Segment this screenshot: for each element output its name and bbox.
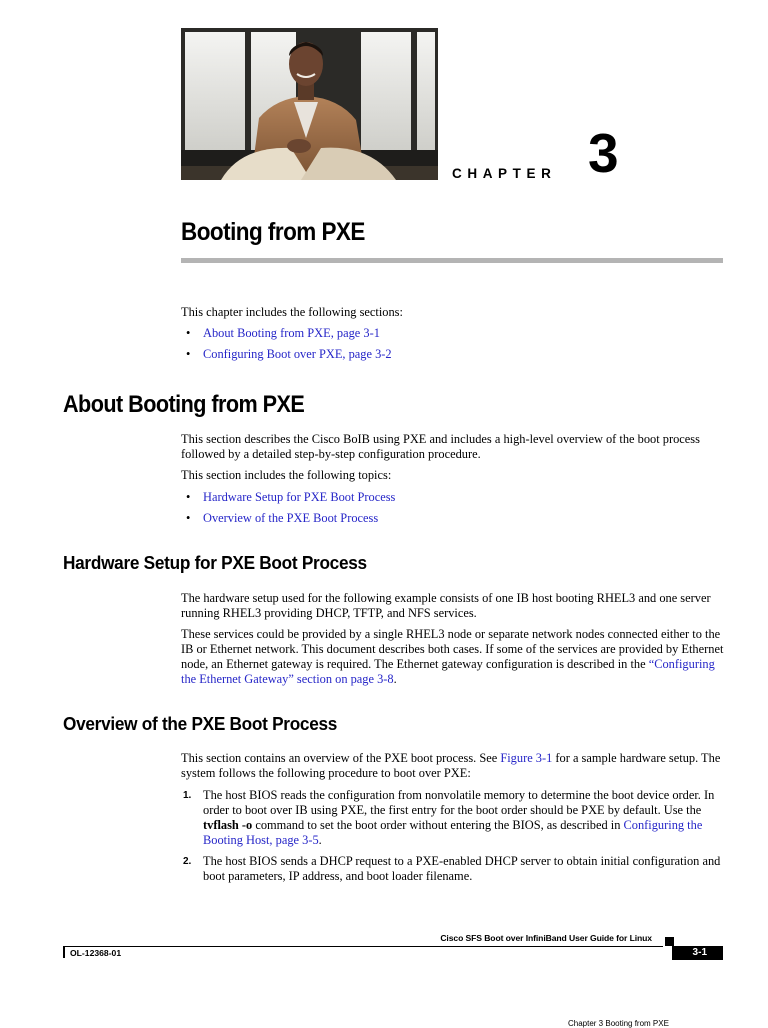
bullet-icon: •	[186, 511, 191, 525]
intro-link-list	[181, 326, 392, 368]
next-page-header: Chapter 3 Booting from PXE	[568, 1019, 669, 1028]
list-item	[181, 326, 392, 347]
footer-doc-code: OL-12368-01	[70, 948, 122, 958]
footer-guide-title: Cisco SFS Boot over InfiniBand User Guide for Linux	[440, 933, 652, 943]
about-link-list	[181, 490, 395, 532]
link-hardware-setup[interactable]: Hardware Setup for PXE Boot Process	[203, 490, 396, 504]
chapter-label: CHAPTER	[452, 166, 557, 181]
command-text: tvflash -o	[203, 818, 253, 832]
hardware-paragraph-2-text: These services could be provided by a single RHEL3 node or separate network nodes connected either to the IB or Ethernet network. This document describes both cases. If some of the services are provided by Ethernet node, an Ethernet gateway is required. The Ethernet gateway configuration is described in the	[181, 627, 724, 671]
link-configuring-booting-host[interactable]: Configuring the Booting Host, page 3-5	[203, 818, 703, 847]
list-item	[181, 347, 392, 368]
intro-text: This chapter includes the following sections:	[181, 305, 403, 319]
section-heading-about: About Booting from PXE	[63, 391, 305, 418]
overview-paragraph-1-b: for a sample hardware setup. The system follows the following procedure to boot over PXE:	[181, 751, 721, 780]
list-item	[181, 511, 395, 532]
chapter-photo	[181, 28, 438, 180]
footer-marker	[665, 937, 674, 946]
chapter-number: 3	[588, 122, 619, 184]
link-overview[interactable]: Overview of the PXE Boot Process	[203, 511, 379, 525]
title-rule	[181, 258, 723, 263]
step-text: The host BIOS sends a DHCP request to a PXE-enabled DHCP server to obtain initial configuration and boot parameters, IP address, and boot loader filename.	[203, 854, 721, 883]
step-number: 1.	[183, 790, 192, 801]
footer-tick	[63, 946, 65, 958]
hardware-paragraph-2	[181, 627, 726, 687]
section-heading-hardware: Hardware Setup for PXE Boot Process	[63, 552, 367, 573]
about-paragraph-2: This section includes the following topics:	[181, 468, 392, 482]
boot-steps-list	[181, 788, 726, 890]
bullet-icon: •	[186, 347, 191, 361]
overview-paragraph-1	[181, 751, 726, 781]
step-text: The host BIOS reads the configuration from nonvolatile memory to determine the boot device order. In order to boot over IB using PXE, the first entry for the boot order should be PXE by default. Use the	[203, 788, 715, 817]
about-paragraph-1: This section describes the Cisco BoIB using PXE and includes a high-level overview of the boot process followed by a detailed step-by-step configuration procedure.	[181, 432, 700, 461]
link-figure-3-1[interactable]: Figure 3-1	[500, 751, 553, 765]
hardware-paragraph-2-end: .	[393, 672, 397, 686]
step-text: .	[318, 833, 322, 847]
step-item	[181, 854, 726, 884]
chapter-title: Booting from PXE	[181, 218, 365, 246]
bullet-icon: •	[186, 490, 191, 504]
page-number: 3-1	[672, 946, 723, 960]
bullet-icon: •	[186, 326, 191, 340]
hardware-paragraph-1: The hardware setup used for the following example consists of one IB host booting RHEL3 and one server running RHEL3 providing DHCP, TFTP, and NFS services.	[181, 591, 711, 620]
person-photo-image	[181, 28, 438, 180]
step-number: 2.	[183, 856, 192, 867]
overview-paragraph-1-a: This section contains an overview of the PXE boot process. See	[181, 751, 501, 765]
footer-rule	[63, 946, 663, 947]
step-text: command to set the boot order without entering the BIOS, as described in	[252, 818, 624, 832]
list-item	[181, 490, 395, 511]
section-heading-overview: Overview of the PXE Boot Process	[63, 713, 338, 734]
link-about-booting[interactable]: About Booting from PXE, page 3-1	[203, 326, 380, 340]
link-configuring-boot[interactable]: Configuring Boot over PXE, page 3-2	[203, 347, 392, 361]
link-ethernet-gateway[interactable]: “Configuring the Ethernet Gateway” section on page 3-8	[181, 657, 715, 686]
step-item	[181, 788, 726, 848]
